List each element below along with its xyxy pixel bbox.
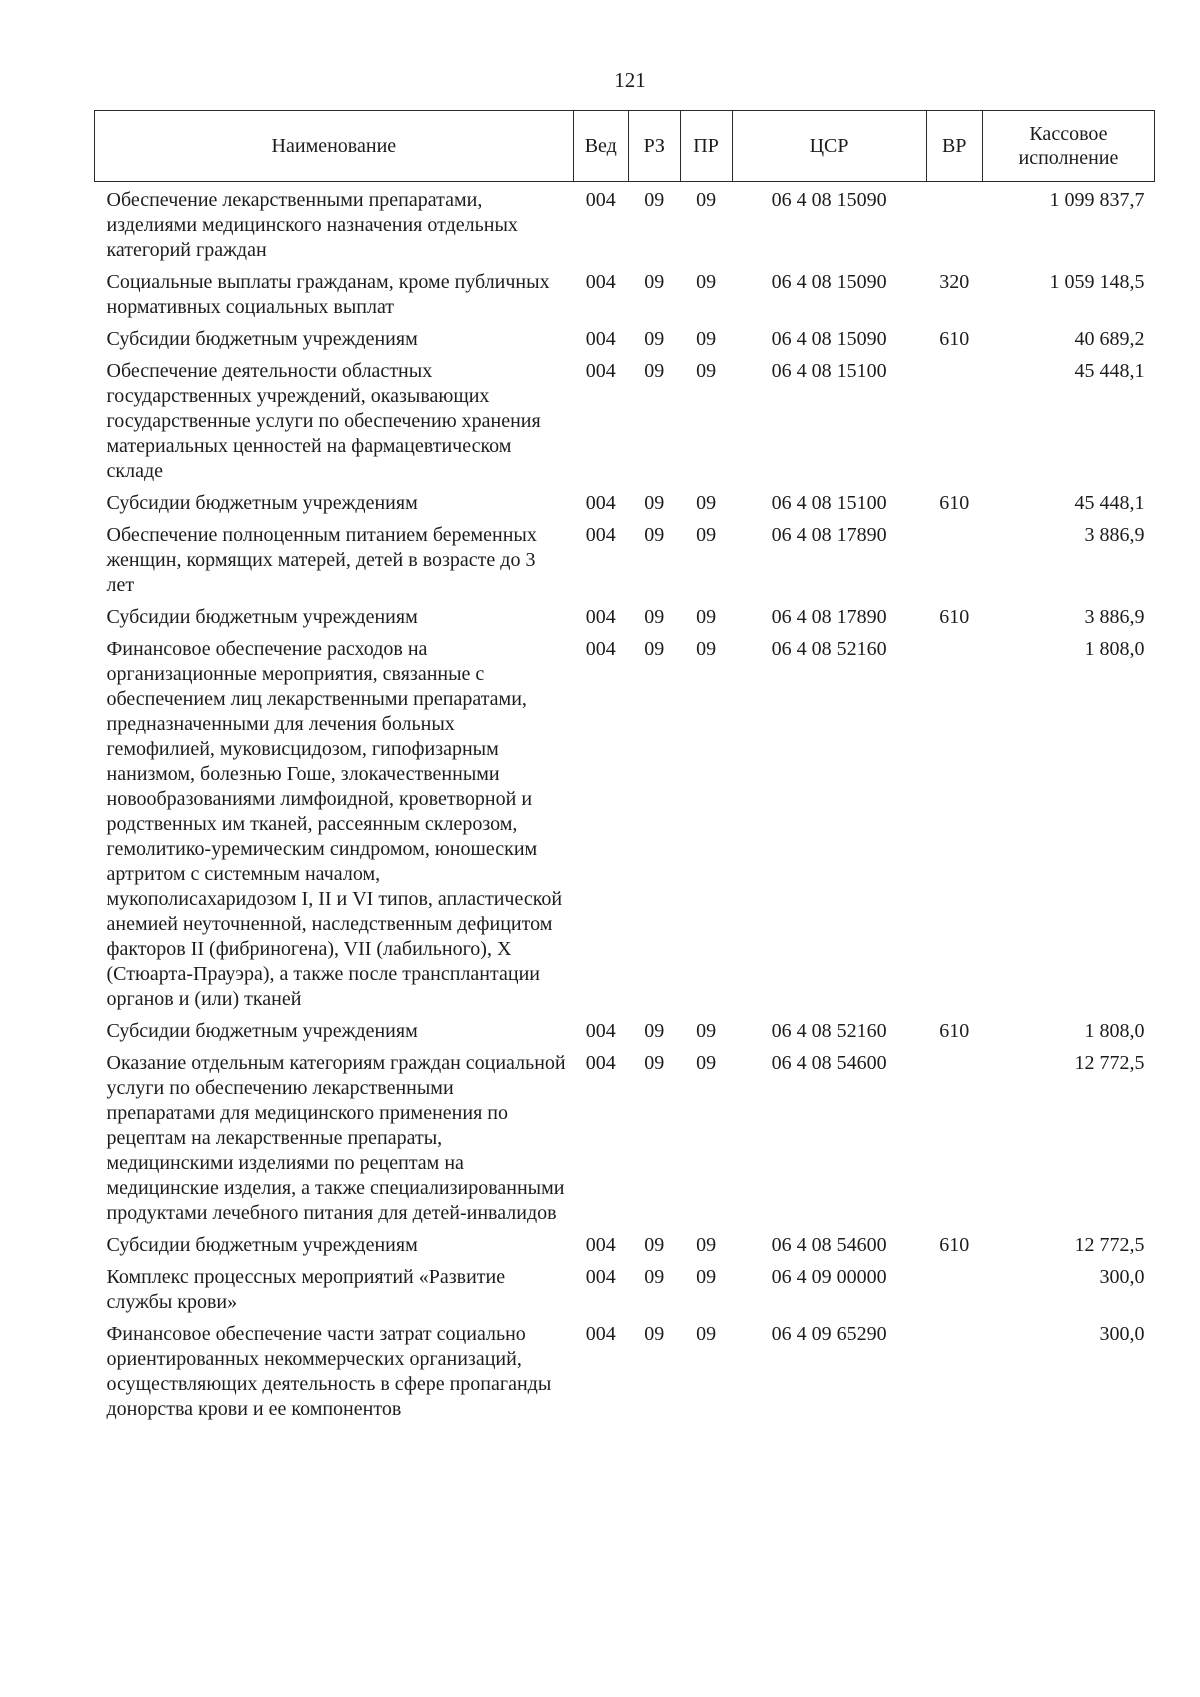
cell-name: Обеспечение полноценным питанием беременных женщин, кормящих матерей, детей в возрасте до 3 лет [106, 524, 537, 596]
cell-sum: 3 886,9 [1084, 524, 1145, 546]
cell-ved: 004 [585, 524, 616, 546]
header-row [95, 111, 1155, 182]
cell-csr: 06 4 08 17890 [771, 524, 887, 546]
cell-name: Оказание отдельным категориям граждан социальной услуги по обеспечению лекарственными препаратами для медицинского применения по рецептам на лекарственные препараты, медицинскими изделиями по рецептам на медицинские изделия, а также специализированными продуктами лечебного питания для детей-инвалидов [106, 1052, 566, 1224]
cell-name: Субсидии бюджетным учреждениям [106, 606, 418, 628]
cell-ved: 004 [585, 1266, 616, 1288]
table-row [95, 1265, 1155, 1322]
table-row [95, 1019, 1155, 1051]
cell-sum: 1 059 148,5 [1049, 271, 1145, 293]
table-row [95, 637, 1155, 1019]
cell-pr: 09 [696, 1052, 717, 1074]
cell-ved: 004 [585, 1234, 616, 1256]
cell-vr [926, 182, 982, 271]
cell-sum: 300,0 [1099, 1323, 1145, 1345]
cell-pr: 09 [696, 271, 717, 293]
table-row [95, 1233, 1155, 1265]
cell-sum: 40 689,2 [1074, 328, 1145, 350]
cell-ved: 004 [585, 189, 616, 211]
cell-name: Социальные выплаты гражданам, кроме публичных нормативных социальных выплат [106, 271, 550, 318]
cell-vr: 610 [939, 1020, 970, 1042]
table-header [95, 111, 1155, 182]
cell-pr: 09 [696, 1020, 717, 1042]
cell-pr: 09 [696, 492, 717, 514]
cell-csr: 06 4 08 54600 [771, 1234, 887, 1256]
cell-pr: 09 [696, 328, 717, 350]
header-pr: ПР [680, 111, 732, 182]
cell-name: Комплекс процессных мероприятий «Развитие службы крови» [106, 1266, 506, 1313]
cell-name: Финансовое обеспечение части затрат социально ориентированных некоммерческих организаций, осуществляющих деятельность в сфере пропаганды донорства крови и ее компонентов [106, 1323, 552, 1420]
cell-rz: 09 [644, 1234, 665, 1256]
table-row [95, 605, 1155, 637]
cell-pr: 09 [696, 360, 717, 382]
cell-vr [926, 523, 982, 605]
header-vr: ВР [926, 111, 982, 182]
header-name: Наименование [95, 111, 574, 182]
cell-rz: 09 [644, 524, 665, 546]
budget-execution-table [94, 110, 1155, 1429]
cell-ved: 004 [585, 1323, 616, 1345]
header-ved: Вед [573, 111, 628, 182]
cell-pr: 09 [696, 606, 717, 628]
cell-name: Субсидии бюджетным учреждениям [106, 492, 418, 514]
cell-vr: 610 [939, 492, 970, 514]
table-row [95, 270, 1155, 327]
cell-name: Субсидии бюджетным учреждениям [106, 328, 418, 350]
cell-vr: 320 [939, 271, 970, 293]
cell-sum: 1 808,0 [1084, 638, 1145, 660]
cell-csr: 06 4 08 17890 [771, 606, 887, 628]
table-row [95, 359, 1155, 491]
cell-rz: 09 [644, 492, 665, 514]
cell-csr: 06 4 08 15100 [771, 360, 887, 382]
cell-rz: 09 [644, 1266, 665, 1288]
header-sum: Кассовое исполнение [982, 111, 1154, 182]
cell-vr [926, 1322, 982, 1429]
cell-csr: 06 4 08 15090 [771, 189, 887, 211]
cell-rz: 09 [644, 360, 665, 382]
cell-ved: 004 [585, 492, 616, 514]
cell-pr: 09 [696, 1266, 717, 1288]
cell-ved: 004 [585, 1052, 616, 1074]
cell-pr: 09 [696, 638, 717, 660]
table-row [95, 1051, 1155, 1233]
cell-vr [926, 637, 982, 1019]
cell-sum: 12 772,5 [1074, 1052, 1145, 1074]
cell-pr: 09 [696, 1234, 717, 1256]
header-rz: РЗ [628, 111, 680, 182]
page-number: 121 [614, 68, 646, 92]
cell-sum: 45 448,1 [1074, 360, 1145, 382]
cell-vr [926, 359, 982, 491]
cell-pr: 09 [696, 189, 717, 211]
table-row [95, 182, 1155, 271]
table-row [95, 327, 1155, 359]
cell-ved: 004 [585, 328, 616, 350]
table-body [95, 182, 1155, 1430]
cell-rz: 09 [644, 1052, 665, 1074]
cell-sum: 45 448,1 [1074, 492, 1145, 514]
cell-rz: 09 [644, 189, 665, 211]
cell-sum: 1 808,0 [1084, 1020, 1145, 1042]
cell-name: Субсидии бюджетным учреждениям [106, 1234, 418, 1256]
cell-vr: 610 [939, 328, 970, 350]
cell-csr: 06 4 08 15090 [771, 271, 887, 293]
cell-name: Обеспечение деятельности областных государственных учреждений, оказывающих государственные услуги по обеспечению хранения материальных ценностей на фармацевтическом складе [106, 360, 541, 482]
cell-name: Обеспечение лекарственными препаратами, изделиями медицинского назначения отдельных категорий граждан [106, 189, 518, 261]
cell-pr: 09 [696, 524, 717, 546]
cell-rz: 09 [644, 271, 665, 293]
table-row [95, 523, 1155, 605]
cell-ved: 004 [585, 360, 616, 382]
cell-csr: 06 4 08 15090 [771, 328, 887, 350]
cell-sum: 1 099 837,7 [1049, 189, 1145, 211]
cell-pr: 09 [696, 1323, 717, 1345]
cell-csr: 06 4 09 65290 [771, 1323, 887, 1345]
cell-ved: 004 [585, 638, 616, 660]
cell-csr: 06 4 08 52160 [771, 638, 887, 660]
cell-rz: 09 [644, 1323, 665, 1345]
cell-vr [926, 1265, 982, 1322]
cell-ved: 004 [585, 271, 616, 293]
cell-sum: 3 886,9 [1084, 606, 1145, 628]
cell-csr: 06 4 09 00000 [771, 1266, 887, 1288]
cell-sum: 12 772,5 [1074, 1234, 1145, 1256]
table-row [95, 1322, 1155, 1429]
cell-rz: 09 [644, 328, 665, 350]
cell-csr: 06 4 08 15100 [771, 492, 887, 514]
cell-ved: 004 [585, 606, 616, 628]
cell-name: Финансовое обеспечение расходов на организационные мероприятия, связанные с обеспечением лиц лекарственными препаратами, предназначенными для лечения больных гемофилией, муковисцидозом, гипофизарным нанизмом, болезнью Гоше, злокачественными новообразованиями лимфоидной, кроветворной и родственных им тканей, рассеянным склерозом, гемолитико-уремическим синдромом, юношеским артритом с системным началом, мукополисахаридозом I, II и VI типов, апластической анемией неуточненной, наследственным дефицитом факторов II (фибриногена), VII (лабильного), X (Стюарта-Прауэра), а также после трансплантации органов и (или) тканей [106, 638, 563, 1010]
cell-vr: 610 [939, 1234, 970, 1256]
cell-rz: 09 [644, 606, 665, 628]
cell-ved: 004 [585, 1020, 616, 1042]
cell-vr: 610 [939, 606, 970, 628]
cell-csr: 06 4 08 54600 [771, 1052, 887, 1074]
table-row [95, 491, 1155, 523]
cell-csr: 06 4 08 52160 [771, 1020, 887, 1042]
cell-rz: 09 [644, 638, 665, 660]
header-csr: ЦСР [732, 111, 926, 182]
cell-name: Субсидии бюджетным учреждениям [106, 1020, 418, 1042]
cell-vr [926, 1051, 982, 1233]
cell-sum: 300,0 [1099, 1266, 1145, 1288]
cell-rz: 09 [644, 1020, 665, 1042]
